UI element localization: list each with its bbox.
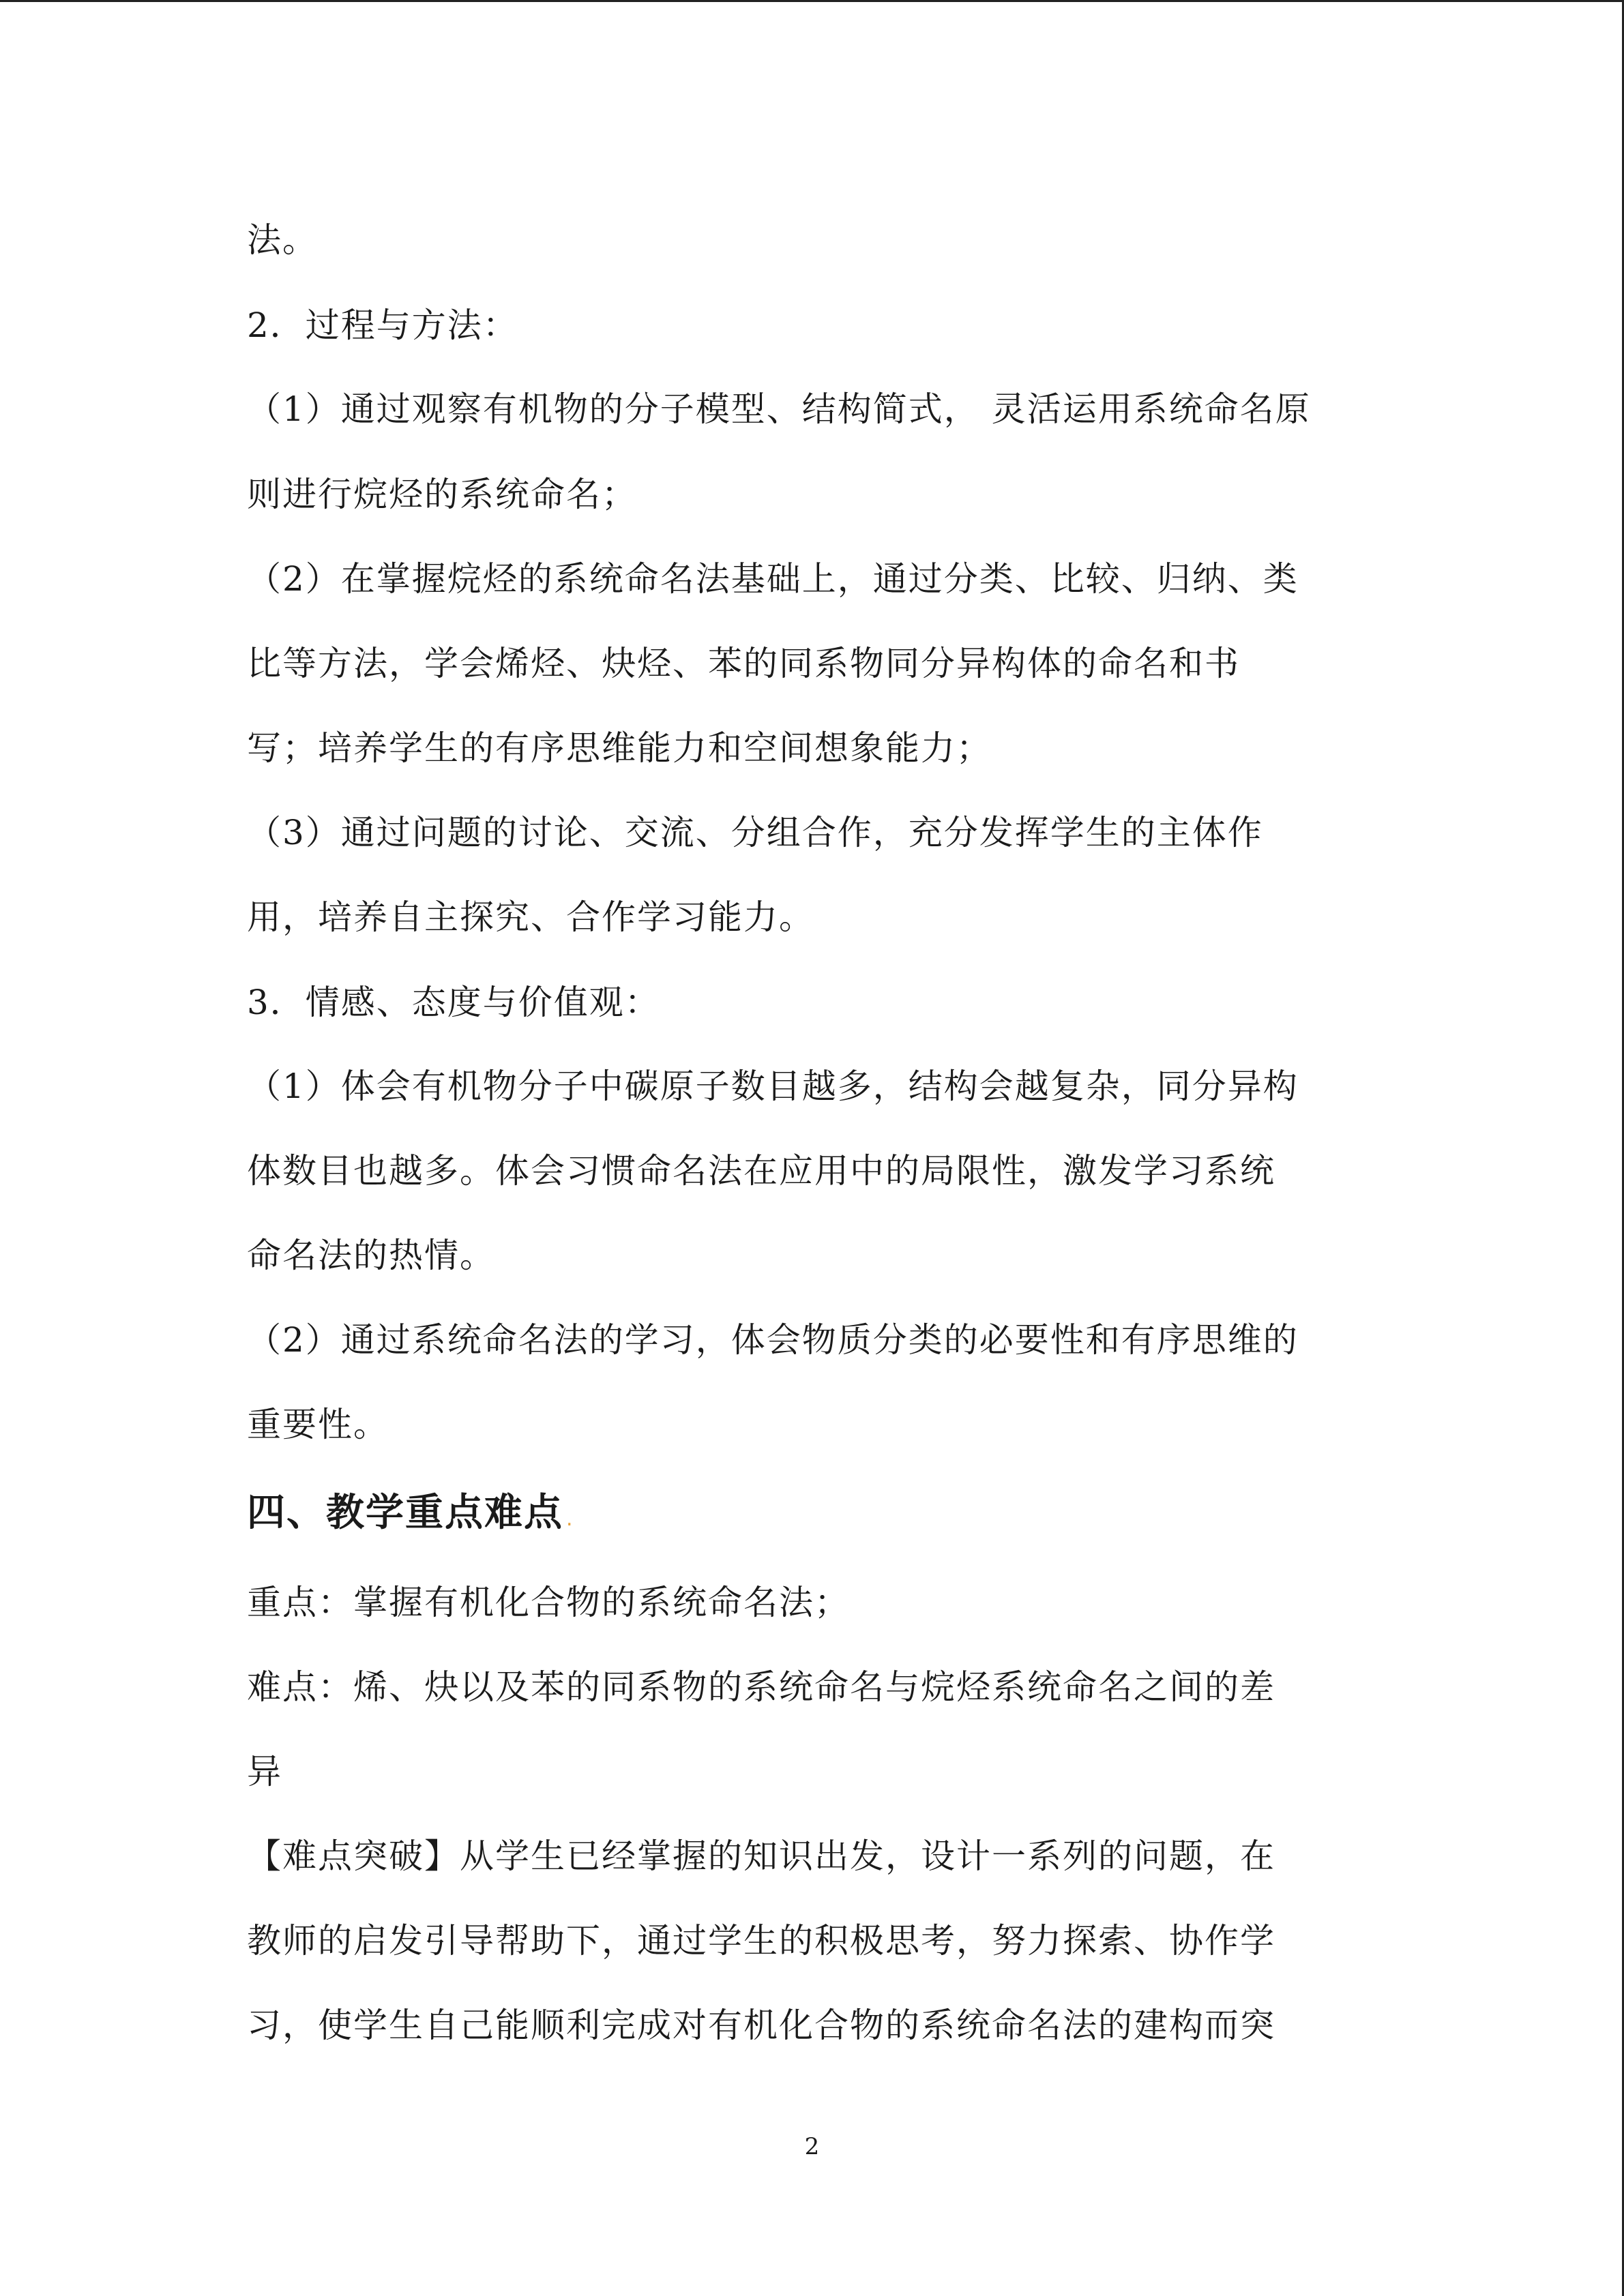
text-line: 命名法的热情。 xyxy=(247,1236,495,1275)
text-line: （3）通过问题的讨论、交流、分组合作，充分发挥学生的主体作 xyxy=(247,813,1263,852)
text-line: 重点：掌握有机化合物的系统命名法； xyxy=(247,1583,850,1622)
text-line: 【难点突破】从学生已经掌握的知识出发，设计一系列的问题，在 xyxy=(247,1836,1275,1876)
text-line: 用，培养自主探究、合作学习能力。 xyxy=(247,897,814,937)
text-line: （1）通过观察有机物的分子模型、结构简式， 灵活运用系统命名原 xyxy=(247,389,1311,429)
text-line: （2）在掌握烷烃的系统命名法基础上，通过分类、比较、归纳、类 xyxy=(247,559,1299,599)
text-line: 重要性。 xyxy=(247,1405,389,1444)
text-line: 难点：烯、炔以及苯的同系物的系统命名与烷烃系统命名之间的差 xyxy=(247,1667,1275,1707)
text-line: （1）体会有机物分子中碳原子数目越多，结构会越复杂，同分异构 xyxy=(247,1067,1299,1106)
text-line: （2）通过系统命名法的学习，体会物质分类的必要性和有序思维的 xyxy=(247,1320,1299,1360)
text-line: 习，使学生自己能顺利完成对有机化合物的系统命名法的建构而突 xyxy=(247,2006,1275,2045)
section-heading xyxy=(247,1491,574,1542)
text-line: 写；培养学生的有序思维能力和空间想象能力； xyxy=(247,728,992,768)
text-line: 异 xyxy=(247,1752,282,1791)
text-line: 3．情感、态度与价值观： xyxy=(247,983,660,1022)
text-line: 教师的启发引导帮助下，通过学生的积极思考，努力探索、协作学 xyxy=(247,1921,1275,1960)
text-line: 2．过程与方法： xyxy=(247,305,518,345)
page-number: 2 xyxy=(804,2133,820,2160)
text-line: 体数目也越多。体会习惯命名法在应用中的局限性，激发学习系统 xyxy=(247,1151,1275,1191)
heading-mark: . xyxy=(566,1507,574,1531)
text-line: 法。 xyxy=(247,220,318,260)
text-line: 则进行烷烃的系统命名； xyxy=(247,475,637,514)
text-line: 比等方法，学会烯烃、炔烃、苯的同系物同分异构体的命名和书 xyxy=(247,644,1240,683)
page-top-border xyxy=(0,0,1624,2)
section-heading-text: 四、教学重点难点 xyxy=(247,1491,563,1535)
